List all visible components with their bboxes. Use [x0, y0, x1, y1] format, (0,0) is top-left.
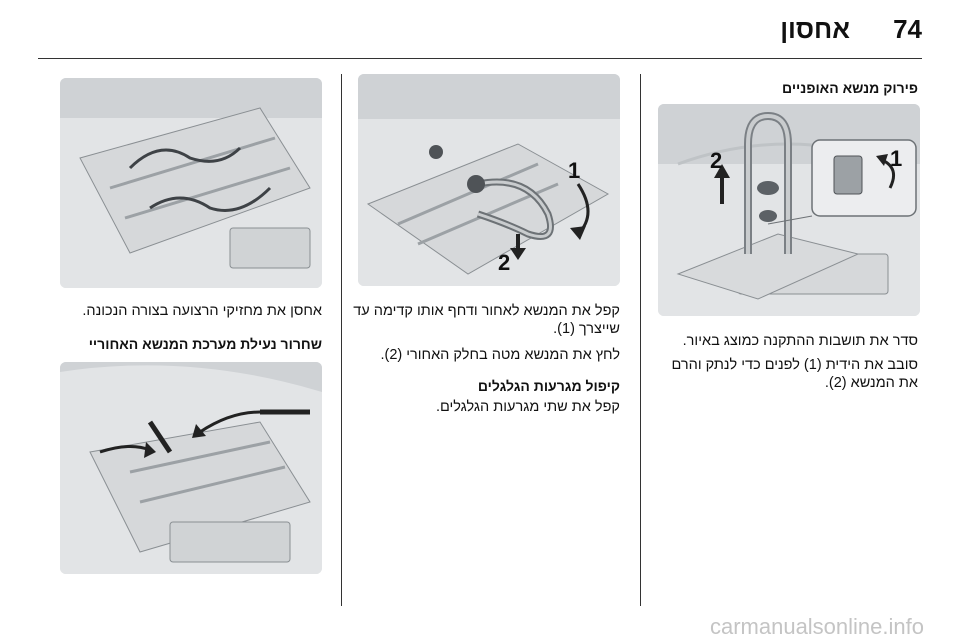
column-divider-left: [341, 74, 342, 606]
footer-watermark: carmanualsonline.info: [709, 614, 924, 639]
header-rule: [38, 58, 922, 59]
middle-column-para2: לחץ את המנשא מטה בחלק האחורי (2).: [380, 347, 620, 363]
page-number: 74: [893, 14, 922, 44]
middle-column-para3: קפל את שתי מגרעות הגלגלים.: [435, 399, 620, 415]
figure-fold-carrier: [358, 74, 620, 286]
figure-remove-carrier: [658, 104, 920, 316]
callout-remove-2: 2: [710, 148, 723, 173]
bike-carrier-remove-illustration: [658, 104, 920, 316]
callout-remove-1: 1: [890, 146, 903, 171]
middle-column-heading: קיפול מגרעות הגלגלים: [477, 378, 620, 394]
right-column-heading: פירוק מנשא האופניים: [782, 80, 918, 96]
page-section-title: אחסון: [780, 14, 850, 44]
right-column-para1: סדר את תושבות ההתקנה כמוצג באיור.: [682, 333, 918, 349]
right-column-para2: סובב את הידית (1) לפנים כדי לנתק והרם את המנשא (2).: [671, 357, 918, 391]
figure-release-lock: [60, 362, 322, 574]
callout-fold-1: 1: [568, 158, 581, 183]
column-divider-right: [640, 74, 641, 606]
left-column-para1: אחסן את מחזיקי הרצועה בצורה הנכונה.: [82, 303, 322, 319]
release-lock-illustration: [60, 362, 322, 574]
callout-fold-2: 2: [498, 250, 511, 275]
stowed-carrier-illustration: [60, 78, 322, 288]
fold-carrier-illustration: [358, 74, 620, 286]
middle-column-para1: קפל את המנשא לאחור ודחף אותו קדימה עד שייצרך (1).: [353, 303, 620, 337]
left-column-heading: שחרור נעילת מערכת המנשא האחוריי: [88, 336, 322, 352]
figure-stowed-carrier: [60, 78, 322, 288]
